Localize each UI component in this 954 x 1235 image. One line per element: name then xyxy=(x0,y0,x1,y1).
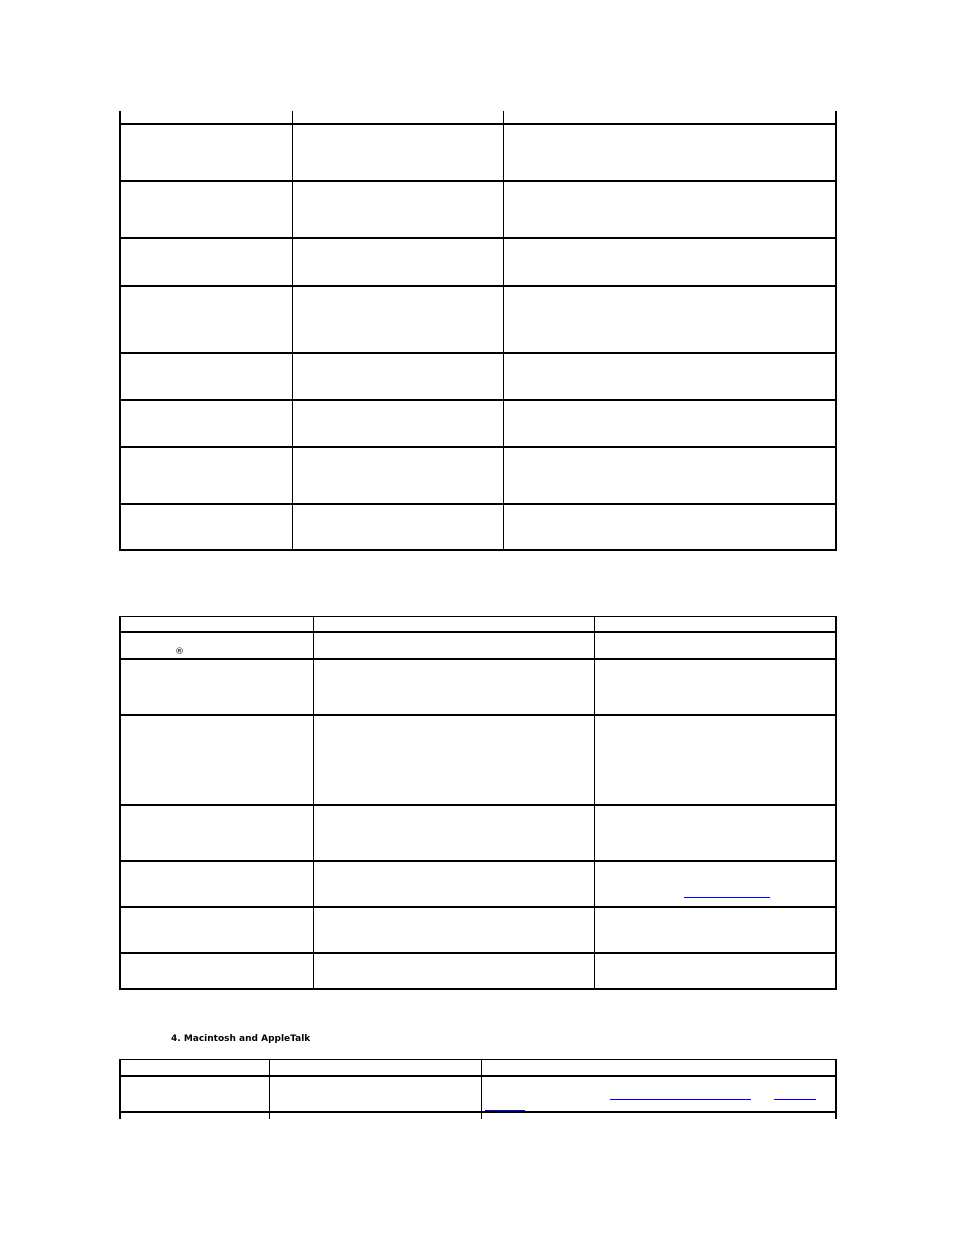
table-cell xyxy=(120,617,313,633)
table-cell xyxy=(120,907,313,953)
table-row xyxy=(120,632,836,659)
table-cell xyxy=(313,617,594,633)
table-row xyxy=(120,861,836,907)
table-cell xyxy=(120,124,292,181)
table-cell xyxy=(481,1112,836,1119)
table-row xyxy=(120,953,836,989)
table-cell xyxy=(481,1060,836,1077)
table-1 xyxy=(119,111,837,551)
table-row xyxy=(120,286,836,353)
table-cell xyxy=(503,504,836,550)
table-cell xyxy=(120,111,292,124)
table-row xyxy=(120,400,836,447)
table-cell xyxy=(120,400,292,447)
table-cell xyxy=(594,659,836,715)
table-cell xyxy=(594,953,836,989)
table-cell xyxy=(503,181,836,238)
table-row xyxy=(120,907,836,953)
table-cell xyxy=(120,504,292,550)
table-cell xyxy=(120,659,313,715)
registered-mark: ® xyxy=(175,647,184,657)
hyperlink[interactable] xyxy=(684,897,770,898)
table-cell xyxy=(313,861,594,907)
table-cell xyxy=(594,632,836,659)
table-row xyxy=(120,805,836,861)
table-2 xyxy=(119,616,837,990)
hyperlink[interactable] xyxy=(485,1110,525,1111)
table-cell xyxy=(120,715,313,805)
table-row xyxy=(120,504,836,550)
table-cell xyxy=(292,447,503,504)
table-cell xyxy=(503,447,836,504)
table-header-row xyxy=(120,1060,836,1077)
table-row xyxy=(120,659,836,715)
table-row xyxy=(120,353,836,400)
table-cell xyxy=(503,400,836,447)
table-header-row xyxy=(120,617,836,633)
table-cell xyxy=(594,805,836,861)
table-row xyxy=(120,1112,836,1119)
table-cell xyxy=(120,238,292,286)
table-cell xyxy=(594,861,836,907)
table-cell xyxy=(503,111,836,124)
table-cell xyxy=(594,907,836,953)
table-row xyxy=(120,238,836,286)
table-cell xyxy=(292,111,503,124)
section-heading: 4. Macintosh and AppleTalk xyxy=(171,1034,311,1044)
table-cell xyxy=(503,238,836,286)
table-cell xyxy=(120,353,292,400)
table-cell xyxy=(292,124,503,181)
table-cell xyxy=(292,238,503,286)
table-cell xyxy=(313,632,594,659)
table-cell xyxy=(120,1076,269,1112)
table-cell xyxy=(120,181,292,238)
table-row xyxy=(120,715,836,805)
table-3 xyxy=(119,1059,837,1119)
table-row xyxy=(120,1076,836,1112)
table-cell xyxy=(269,1060,481,1077)
hyperlink[interactable] xyxy=(610,1099,751,1100)
table-cell xyxy=(269,1112,481,1119)
table-cell xyxy=(120,1060,269,1077)
table-cell xyxy=(120,1112,269,1119)
table-row xyxy=(120,124,836,181)
table-cell xyxy=(503,124,836,181)
table-cell xyxy=(292,181,503,238)
table-cell xyxy=(594,715,836,805)
table-cell xyxy=(292,400,503,447)
table-cell xyxy=(120,286,292,353)
table-cell xyxy=(313,805,594,861)
table-cell xyxy=(313,659,594,715)
table-cell xyxy=(120,953,313,989)
table-cell xyxy=(481,1076,836,1112)
table-header-row xyxy=(120,111,836,124)
table-cell xyxy=(292,353,503,400)
table-cell xyxy=(120,805,313,861)
table-cell xyxy=(292,286,503,353)
table-cell xyxy=(313,953,594,989)
table-cell xyxy=(594,617,836,633)
table-cell xyxy=(120,447,292,504)
table-cell xyxy=(120,632,313,659)
table-cell xyxy=(269,1076,481,1112)
hyperlink[interactable] xyxy=(774,1099,816,1100)
table-cell xyxy=(120,861,313,907)
table-cell xyxy=(503,286,836,353)
table-cell xyxy=(313,715,594,805)
table-cell xyxy=(292,504,503,550)
table-cell xyxy=(313,907,594,953)
table-row xyxy=(120,447,836,504)
table-cell xyxy=(503,353,836,400)
table-row xyxy=(120,181,836,238)
